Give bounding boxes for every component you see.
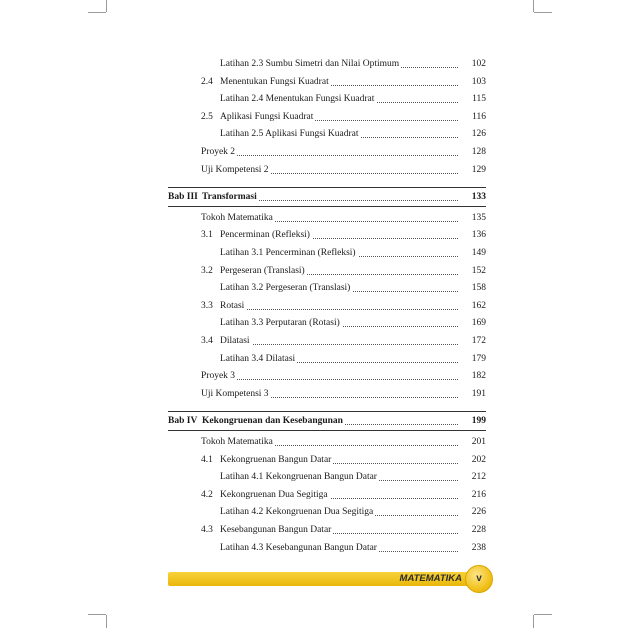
toc-chapter-entry[interactable] xyxy=(0,413,640,429)
page-number: v xyxy=(476,573,482,584)
toc-title: Latihan 2.5 Aplikasi Fungsi Kuadrat xyxy=(220,126,361,142)
toc-entry[interactable] xyxy=(0,91,640,107)
toc-chapter-number: Bab III xyxy=(168,192,198,203)
toc-title: Latihan 4.2 Kekongruenan Dua Segitiga xyxy=(220,504,375,520)
toc-page-number: 129 xyxy=(471,164,486,175)
toc-entry[interactable] xyxy=(0,351,640,367)
toc-page-number: 202 xyxy=(471,454,486,465)
leader-dots xyxy=(201,379,458,380)
toc-page-number: 228 xyxy=(471,525,486,535)
toc-section-number: 3.4 xyxy=(201,336,213,346)
toc-entry[interactable] xyxy=(0,333,640,349)
toc-title: Rotasi xyxy=(220,298,246,314)
toc-page-number: 226 xyxy=(471,507,486,518)
toc-entry[interactable] xyxy=(0,56,640,72)
crop-mark xyxy=(106,615,107,628)
toc-page-number: 116 xyxy=(472,111,486,122)
toc-entry[interactable] xyxy=(0,434,640,450)
toc-page-number: 115 xyxy=(472,94,486,105)
toc-page-number: 135 xyxy=(471,212,486,223)
footer-subject: MATEMATIKA xyxy=(399,573,462,584)
toc-title: Latihan 3.1 Pencerminan (Refleksi) xyxy=(220,245,358,261)
toc-entry[interactable] xyxy=(0,522,640,538)
toc-page-number: 212 xyxy=(471,472,486,483)
toc-entry[interactable] xyxy=(0,227,640,243)
toc-title: Proyek 2 xyxy=(201,144,237,160)
toc-entry[interactable] xyxy=(0,162,640,178)
toc-entry[interactable] xyxy=(0,487,640,503)
chapter-rule xyxy=(168,187,486,188)
toc-page-number: 149 xyxy=(471,248,486,258)
toc-page-number: 152 xyxy=(471,265,486,276)
toc-section-number: 3.1 xyxy=(201,230,213,241)
toc-page-number: 102 xyxy=(471,59,486,69)
chapter-rule xyxy=(168,206,486,207)
toc-page-number: 128 xyxy=(471,147,486,157)
toc-page-number: 169 xyxy=(471,318,486,329)
toc-page-number: 158 xyxy=(471,283,486,294)
toc-section-number: 4.1 xyxy=(201,454,213,465)
toc-title: Latihan 4.1 Kekongruenan Bangun Datar xyxy=(220,469,379,485)
toc-page-number: 199 xyxy=(471,416,486,427)
toc-page-number: 126 xyxy=(471,129,486,140)
toc-entry[interactable] xyxy=(0,144,640,160)
toc-title: Latihan 3.2 Pergeseran (Translasi) xyxy=(220,280,352,296)
toc-title: Pergeseran (Translasi) xyxy=(220,263,307,279)
toc-page-number: 191 xyxy=(471,388,486,399)
toc-chapter-entry[interactable] xyxy=(0,189,640,205)
leader-dots xyxy=(201,155,458,156)
toc-page-number: 133 xyxy=(471,192,486,203)
toc-page-number: 179 xyxy=(471,353,486,364)
toc-page-number: 136 xyxy=(471,230,486,241)
toc-entry[interactable] xyxy=(0,280,640,296)
toc-page-number: 172 xyxy=(471,336,486,346)
toc-title: Uji Kompetensi 2 xyxy=(201,162,271,178)
toc-entry[interactable] xyxy=(0,452,640,468)
toc-page-number: 182 xyxy=(471,371,486,382)
toc-page-number: 103 xyxy=(471,76,486,87)
page-number-badge xyxy=(465,565,493,593)
chapter-rule xyxy=(168,430,486,431)
toc-title: Pencerminan (Refleksi) xyxy=(220,227,312,243)
toc-entry[interactable] xyxy=(0,210,640,226)
toc-section-number: 2.5 xyxy=(201,111,213,122)
toc-title: Kekongruenan Dua Segitiga xyxy=(220,487,330,503)
toc-title: Dilatasi xyxy=(220,333,252,349)
toc-title: Transformasi xyxy=(202,189,259,205)
toc-section-number: 4.3 xyxy=(201,525,213,535)
chapter-rule xyxy=(168,411,486,412)
crop-mark xyxy=(534,614,552,615)
toc-page-number: 162 xyxy=(471,300,486,311)
toc-section-number: 2.4 xyxy=(201,76,213,87)
toc-title: Tokoh Matematika xyxy=(201,434,275,450)
toc-title: Latihan 2.4 Menentukan Fungsi Kuadrat xyxy=(220,91,376,107)
toc-entry[interactable] xyxy=(0,245,640,261)
crop-mark xyxy=(533,615,534,628)
toc-title: Latihan 4.3 Kesebangunan Bangun Datar xyxy=(220,540,379,556)
toc-section-number: 4.2 xyxy=(201,489,213,500)
toc-section-number: 3.2 xyxy=(201,265,213,276)
toc-entry[interactable] xyxy=(0,126,640,142)
toc-entry[interactable] xyxy=(0,109,640,125)
toc-entry[interactable] xyxy=(0,263,640,279)
toc-chapter-number: Bab IV xyxy=(168,416,198,427)
toc-title: Kekongruenan Bangun Datar xyxy=(220,452,333,468)
toc-title: Latihan 2.3 Sumbu Simetri dan Nilai Optimum xyxy=(220,56,401,72)
leader-dots xyxy=(220,344,458,345)
toc-entry[interactable] xyxy=(0,368,640,384)
toc-page-number: 216 xyxy=(471,489,486,500)
toc-title: Uji Kompetensi 3 xyxy=(201,386,271,402)
toc-title: Tokoh Matematika xyxy=(201,210,275,226)
toc-title: Menentukan Fungsi Kuadrat xyxy=(220,74,331,90)
toc-entry[interactable] xyxy=(0,504,640,520)
toc-title: Kesebangunan Bangun Datar xyxy=(220,522,333,538)
toc-entry[interactable] xyxy=(0,74,640,90)
toc-entry[interactable] xyxy=(0,386,640,402)
toc-title: Latihan 3.3 Perputaran (Rotasi) xyxy=(220,315,342,331)
toc-title: Proyek 3 xyxy=(201,368,237,384)
toc-entry[interactable] xyxy=(0,298,640,314)
toc-title: Aplikasi Fungsi Kuadrat xyxy=(220,109,315,125)
toc-entry[interactable] xyxy=(0,540,640,556)
toc-page-number: 238 xyxy=(471,542,486,553)
crop-mark xyxy=(88,614,106,615)
toc-page-number: 201 xyxy=(471,437,486,447)
toc-title: Latihan 3.4 Dilatasi xyxy=(220,351,297,367)
toc-entry[interactable] xyxy=(0,315,640,331)
toc-entry[interactable] xyxy=(0,469,640,485)
leader-dots xyxy=(220,309,458,310)
toc-title: Kekongruenan dan Kesebangunan xyxy=(202,413,345,429)
toc-section-number: 3.3 xyxy=(201,300,213,311)
